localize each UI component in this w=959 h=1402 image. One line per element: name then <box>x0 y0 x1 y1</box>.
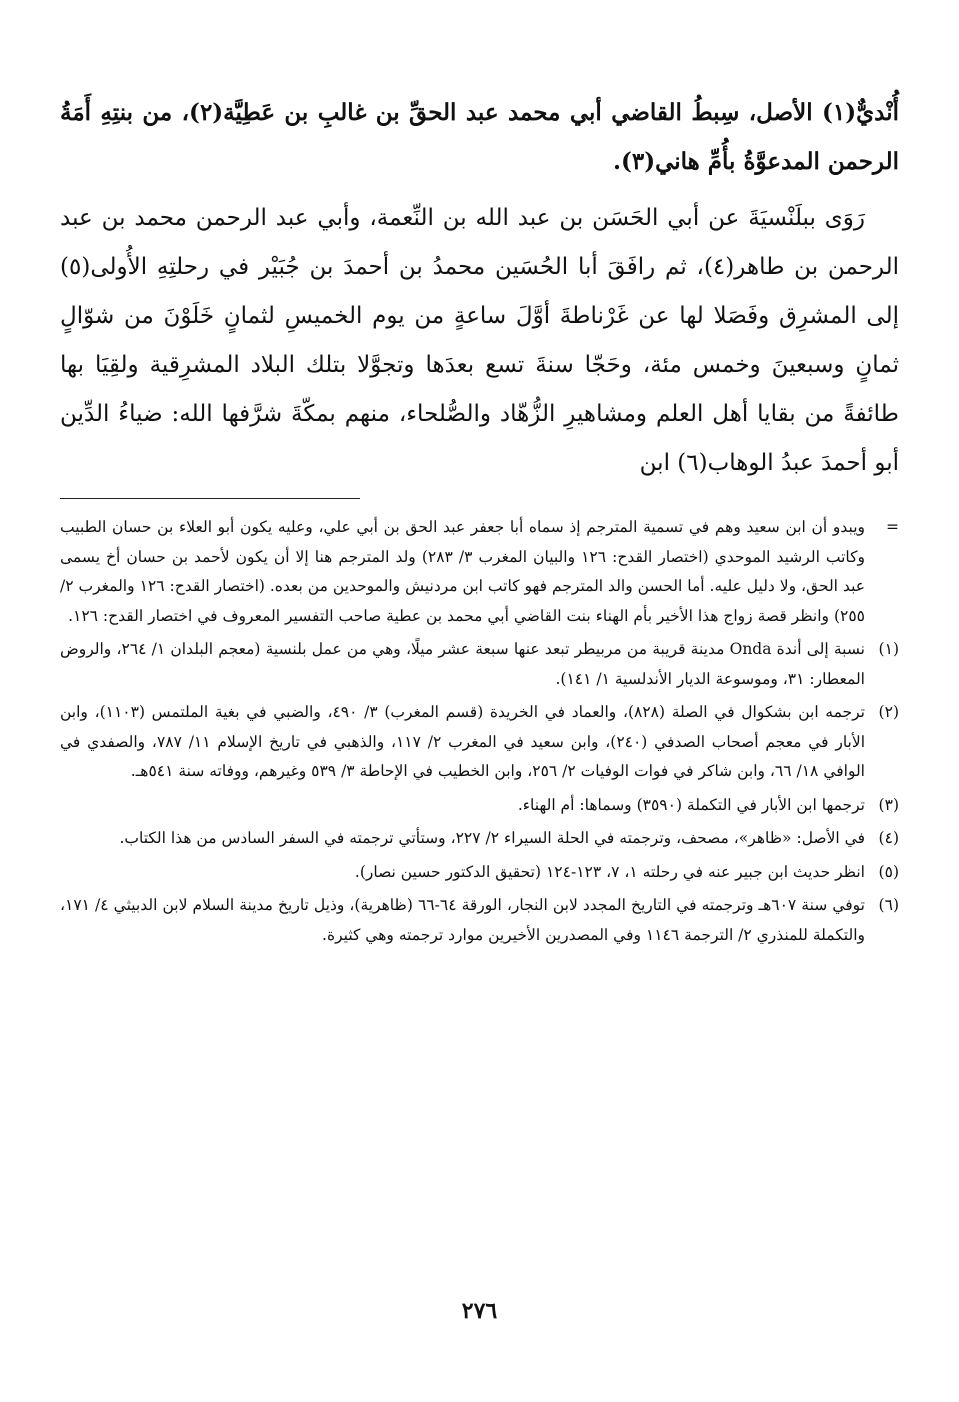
footnote-number: (٣) <box>878 795 899 814</box>
footnote-4 <box>60 824 899 854</box>
footnote-number: (٥) <box>878 862 899 881</box>
footnote-3 <box>60 791 899 821</box>
footnote-number: (٦) <box>878 896 899 914</box>
footnote-text: في الأصل: «ظاهر»، مصحف، وترجمته في الحلة السيراء ٢/ ٢٢٧، وستأتي ترجمته في السفر السادس من هذا الكتاب. <box>119 829 865 847</box>
footnote-2 <box>60 698 899 787</box>
footnote-number: (١) <box>878 640 899 658</box>
footnote-number: (٢) <box>878 703 899 721</box>
intro-paragraph: أُنْديٌّ(١) الأصل، سِبطُ القاضي أبي محمد عبد الحقِّ بن غالبِ بن عَطِيَّة(٢)، من بنتِهِ أَمَةُ الرحمن المدعوَّةُ بأُمِّ هاني(٣). <box>60 99 899 175</box>
footnote-text: ترجمه ابن بشكوال في الصلة (٨٢٨)، والعماد في الخريدة (قسم المغرب) ٣/ ٤٩٠، والضبي في بغية الملتمس (١١٠٣)، وابن الأبار في معجم أصحاب الصدفي (٢٤٠)، وابن سعيد في المغرب ٢/ ١١٧، والذهبي في تاريخ الإسلام ١١/ ٧٨٧، والصفدي في الوافي ١٨/ ٦٦، وابن شاكر في فوات الوفيات ٢/ ٢٥٦، وابن الخطيب في الإحاطة ٣/ ٥٣٩ وغيرهم، ووفاته سنة ٥٤١هـ. <box>60 703 866 780</box>
footnotes <box>60 513 899 950</box>
footnote-number: (٤) <box>878 829 899 847</box>
footnote-6 <box>60 891 899 950</box>
main-text <box>60 88 899 488</box>
footnote-separator-wrap <box>60 488 899 513</box>
footnote-number: = <box>886 518 899 536</box>
footnote-text: ترجمها ابن الأبار في التكملة (٣٥٩٠) وسماها: أم الهناء. <box>517 795 865 814</box>
footnote-text: نسبة إلى أندة Onda مدينة قريبة من مربيطر تبعد عنها سبعة عشر ميلًا، وهي من عمل بلنسية (معجم البلدان ١/ ٢٦٤، والروض المعطار: ٣١، وموسوعة الديار الأندلسية ١/ ١٤١). <box>60 640 865 688</box>
footnote-1 <box>60 635 899 694</box>
page-number: ٢٧٦ <box>461 1298 498 1324</box>
footnote-5 <box>60 858 899 888</box>
footnote-text: توفي سنة ٦٠٧هـ وترجمته في التاريخ المجدد لابن النجار، الورقة ٦٤-٦٦ (ظاهرية)، وذيل تاريخ مدينة السلام لابن الدبيثي ٤/ ١٧١، والتكملة للمنذري ٢/ الترجمة ١١٤٦ وفي المصدرين الأخيرين موارد ترجمته وهي كثيرة. <box>60 896 865 944</box>
footnote-separator <box>60 498 360 499</box>
body-paragraph: رَوَى ببلَنْسيَةَ عن أبي الحَسَن بن عبد الله بن النِّعمة، وأبي عبد الرحمن محمد بن عبد الرحمن بن طاهر(٤)، ثم رافَقَ أبا الحُسَين محمدُ بن أحمدَ بن جُبَيْر في رحلتِهِ الأُولى(٥) إلى المشرِق وفَصَلا لها عن غَرْناطةَ أوَّلَ ساعةٍ من يوم الخميسِ لثمانٍ خَلَوْنَ من شوّالٍ ثمانٍ وسبعينَ وخمس مئة، وحَجّا سنةَ تسع بعدَها وتجوَّلا بتلك البلاد المشرِقية ولقِيَا بها طائفةً من بقايا أهل العلم ومشاهيرِ الزُّهّاد والصُّلحاء، منهم بمكّةَ شرَّفها الله: ضياءُ الدِّين أبو أحمدَ عبدُ الوهاب(٦) ابن <box>60 205 899 476</box>
footnote-text: ويبدو أن ابن سعيد وهم في تسمية المترجم إذ سماه أبا جعفر عبد الحق بن أبي علي، وعليه يكون أبو العلاء بن حسان الطبيب وكاتب الرشيد الموحدي (اختصار القدح: ١٢٦ والبيان المغرب ٣/ ٢٨٣) ولد المترجم هنا إلا أن يكون لأحمد بن حسان أخ يسمى عبد الحق، ولا دليل عليه. أما الحسن والد المترجم فهو كاتب ابن مردنيش والموحدين من بعده. (اختصار القدح: ١٢٦ والمغرب ٢/ ٢٥٥) وانظر قصة زواج هذا الأخير بأم الهناء بنت القاضي أبي محمد بن عطية صاحب التفسير المعروف في اختصار القدح: ١٢٦. <box>60 518 866 625</box>
footnote-continued <box>60 513 899 631</box>
footnote-text: انظر حديث ابن جبير عنه في رحلته ١، ٧، ١٢٣-١٢٤ (تحقيق الدكتور حسين نصار). <box>354 862 865 881</box>
